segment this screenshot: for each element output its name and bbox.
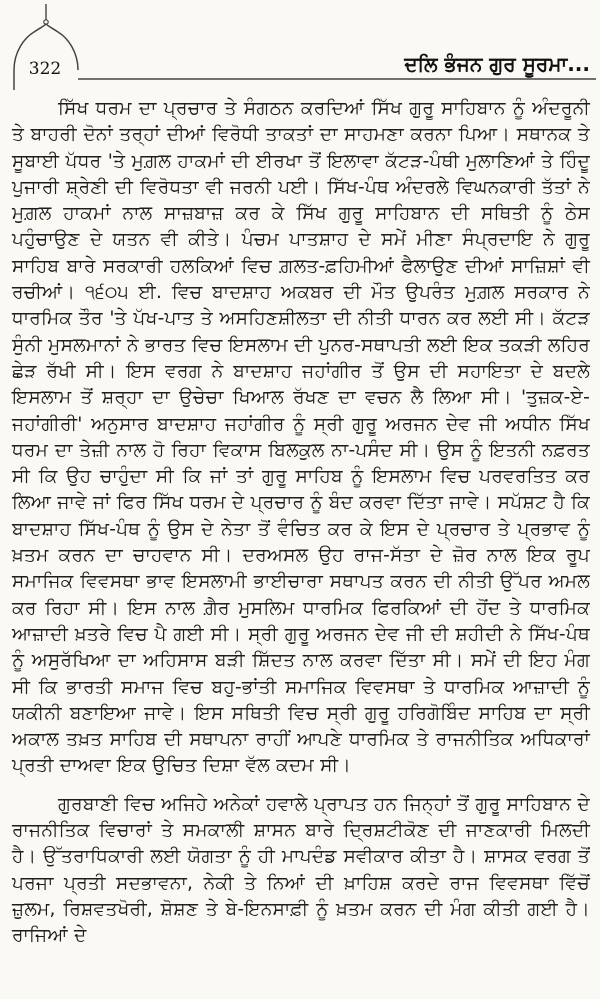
running-title: ਦਲਿ ਭੰਜਨ ਗੁਰ ਸੂਰਮਾ... <box>404 52 590 76</box>
paragraph-2: ਗੁਰਬਾਣੀ ਵਿਚ ਅਜਿਹੇ ਅਨੇਕਾਂ ਹਵਾਲੇ ਪ੍ਰਾਪਤ ਹਨ ਜਿਨ੍ਹਾਂ ਤੋਂ ਗੁਰੂ ਸਾਹਿਬਾਨ ਦੇ ਰਾਜਨੀਤਿਕ ਵਿਚਾਰਾਂ ਤੇ ਸਮਕਾਲੀ ਸ਼ਾਸਨ ਬਾਰੇ ਦ੍ਰਿਸ਼ਟੀਕੋਣ ਦੀ ਜਾਣਕਾਰੀ ਮਿਲਦੀ ਹੈ। ਉੱਤਰਾਧਿਕਾਰੀ ਲਈ ਯੋਗਤਾ ਨੂੰ ਹੀ ਮਾਪਦੰਡ ਸਵੀਕਾਰ ਕੀਤਾ ਹੈ। ਸ਼ਾਸਕ ਵਰਗ ਤੋਂ ਪਰਜਾ ਪ੍ਰਤੀ ਸਦਭਾਵਨਾ, ਨੇਕੀ ਤੇ ਨਿਆਂ ਦੀ ਖ਼ਾਹਿਸ਼ ਕਰਦੇ ਰਾਜ ਵਿਵਸਥਾ ਵਿੱਚੋਂ ਜ਼ੁਲਮ, ਰਿਸ਼ਵਤਖੋਰੀ, ਸ਼ੋਸ਼ਣ ਤੇ ਬੇ-ਇਨਸਾਫ਼ੀ ਨੂੰ ਖ਼ਤਮ ਕਰਨ ਦੀ ਮੰਗ ਕੀਤੀ ਗਈ ਹੈ। ਰਾਜਿਆਂ ਦੇ <box>12 793 590 947</box>
paragraph-1: ਸਿੱਖ ਧਰਮ ਦਾ ਪ੍ਰਚਾਰ ਤੇ ਸੰਗਠਨ ਕਰਦਿਆਂ ਸਿੱਖ ਗੁਰੂ ਸਾਹਿਬਾਨ ਨੂੰ ਅੰਦਰੂਨੀ ਤੇ ਬਾਹਰੀ ਦੋਨਾਂ ਤਰ੍ਹਾਂ ਦੀਆਂ ਵਿਰੋਧੀ ਤਾਕਤਾਂ ਦਾ ਸਾਹਮਣਾ ਕਰਨਾ ਪਿਆ। ਸਥਾਨਕ ਤੇ ਸੂਬਾਈ ਪੱਧਰ 'ਤੇ ਮੁਗ਼ਲ ਹਾਕਮਾਂ ਦੀ ਈਰਖਾ ਤੋਂ ਇਲਾਵਾ ਕੱਟੜ-ਪੰਥੀ ਮੁਲਾਣਿਆਂ ਤੇ ਹਿੰਦੂ ਪੁਜਾਰੀ ਸ਼੍ਰੇਣੀ ਦੀ ਵਿਰੋਧਤਾ ਵੀ ਜਰਨੀ ਪਈ। ਸਿੱਖ-ਪੰਥ ਅੰਦਰਲੇ ਵਿਘਨਕਾਰੀ ਤੱਤਾਂ ਨੇ ਮੁਗ਼ਲ ਹਾਕਮਾਂ ਨਾਲ ਸਾਜ਼ਬਾਜ਼ ਕਰ ਕੇ ਸਿੱਖ ਗੁਰੂ ਸਾਹਿਬਾਨ ਦੀ ਸਥਿਤੀ ਨੂੰ ਠੇਸ ਪਹੁੰਚਾਉਣ ਦੇ ਯਤਨ ਵੀ ਕੀਤੇ। ਪੰਚਮ ਪਾਤਸ਼ਾਹ ਦੇ ਸਮੇਂ ਮੀਣਾ ਸੰਪ੍ਰਦਾਇ ਨੇ ਗੁਰੂ ਸਾਹਿਬ ਬਾਰੇ ਸਰਕਾਰੀ ਹਲਕਿਆਂ ਵਿਚ ਗ਼ਲਤ-ਫ਼ਹਿਮੀਆਂ ਫੈਲਾਉਣ ਦੀਆਂ ਸਾਜ਼ਿਸ਼ਾਂ ਵੀ ਰਚੀਆਂ। ੧੬੦੫ ਈ. ਵਿਚ ਬਾਦਸ਼ਾਹ ਅਕਬਰ ਦੀ ਮੌਤ ਉਪਰੰਤ ਮੁਗ਼ਲ ਸਰਕਾਰ ਨੇ ਧਾਰਮਿਕ ਤੌਰ 'ਤੇ ਪੱਖ-ਪਾਤ ਤੇ ਅਸਹਿਣਸ਼ੀਲਤਾ ਦੀ ਨੀਤੀ ਧਾਰਨ ਕਰ ਲਈ ਸੀ। ਕੱਟੜ ਸੁੰਨੀ ਮੁਸਲਮਾਨਾਂ ਨੇ ਭਾਰਤ ਵਿਚ ਇਸਲਾਮ ਦੀ ਪੁਨਰ-ਸਥਾਪਤੀ ਲਈ ਇਕ ਤਕੜੀ ਲਹਿਰ ਛੇੜ ਰੱਖੀ ਸੀ। ਇਸ ਵਰਗ ਨੇ ਬਾਦਸ਼ਾਹ ਜਹਾਂਗੀਰ ਤੋਂ ਉਸ ਦੀ ਸਹਾਇਤਾ ਦੇ ਬਦਲੇ ਇਸਲਾਮ ਤੋਂ ਸ਼ਰ੍ਹਾ ਦਾ ਉਚੇਚਾ ਖਿਆਲ ਰੱਖਣ ਦਾ ਵਚਨ ਲੈ ਲਿਆ ਸੀ। 'ਤੁਜ਼ਕ-ਏ-ਜਹਾਂਗੀਰੀ' ਅਨੁਸਾਰ ਬਾਦਸ਼ਾਹ ਜਹਾਂਗੀਰ ਨੂੰ ਸ੍ਰੀ ਗੁਰੂ ਅਰਜਨ ਦੇਵ ਜੀ ਅਧੀਨ ਸਿੱਖ ਧਰਮ ਦਾ ਤੇਜ਼ੀ ਨਾਲ ਹੋ ਰਿਹਾ ਵਿਕਾਸ ਬਿਲਕੁਲ ਨਾ-ਪਸੰਦ ਸੀ। ਉਸ ਨੂੰ ਇਤਨੀ ਨਫ਼ਰਤ ਸੀ ਕਿ ਉਹ ਚਾਹੁੰਦਾ ਸੀ ਕਿ ਜਾਂ ਤਾਂ ਗੁਰੂ ਸਾਹਿਬ ਨੂੰ ਇਸਲਾਮ ਵਿਚ ਪਰਵਰਤਿਤ ਕਰ ਲਿਆ ਜਾਵੇ ਜਾਂ ਫਿਰ ਸਿੱਖ ਧਰਮ ਦੇ ਪ੍ਰਚਾਰ ਨੂੰ ਬੰਦ ਕਰਵਾ ਦਿੱਤਾ ਜਾਵੇ। ਸਪੱਸ਼ਟ ਹੈ ਕਿ ਬਾਦਸ਼ਾਹ ਸਿੱਖ-ਪੰਥ ਨੂੰ ਉਸ ਦੇ ਨੇਤਾ ਤੋਂ ਵੰਚਿਤ ਕਰ ਕੇ ਇਸ ਦੇ ਪ੍ਰਚਾਰ ਤੇ ਪ੍ਰਭਾਵ ਨੂੰ ਖ਼ਤਮ ਕਰਨ ਦਾ ਚਾਹਵਾਨ ਸੀ। ਦਰਅਸਲ ਉਹ ਰਾਜ-ਸੱਤਾ ਦੇ ਜ਼ੋਰ ਨਾਲ ਇਕ ਰੂਪ ਸਮਾਜਿਕ ਵਿਵਸਥਾ ਭਾਵ ਇਸਲਾਮੀ ਭਾਈਚਾਰਾ ਸਥਾਪਤ ਕਰਨ ਦੀ ਨੀਤੀ ਉੱਪਰ ਅਮਲ ਕਰ ਰਿਹਾ ਸੀ। ਇਸ ਨਾਲ ਗ਼ੈਰ ਮੁਸਲਿਮ ਧਾਰਮਿਕ ਫਿਰਕਿਆਂ ਦੀ ਹੋਂਦ ਤੇ ਧਾਰਮਿਕ ਆਜ਼ਾਦੀ ਖ਼ਤਰੇ ਵਿਚ ਪੈ ਗਈ ਸੀ। ਸ੍ਰੀ ਗੁਰੂ ਅਰਜਨ ਦੇਵ ਜੀ ਦੀ ਸ਼ਹੀਦੀ ਨੇ ਸਿੱਖ-ਪੰਥ ਨੂੰ ਅਸੁਰੱਖਿਆ ਦਾ ਅਹਿਸਾਸ ਬੜੀ ਸ਼ਿੱਦਤ ਨਾਲ ਕਰਵਾ ਦਿੱਤਾ ਸੀ। ਸਮੇਂ ਦੀ ਇਹ ਮੰਗ ਸੀ ਕਿ ਭਾਰਤੀ ਸਮਾਜ ਵਿਚ ਬਹੁ-ਭਾਂਤੀ ਸਮਾਜਿਕ ਵਿਵਸਥਾ ਤੇ ਧਾਰਮਿਕ ਆਜ਼ਾਦੀ ਨੂੰ ਯਕੀਨੀ ਬਣਾਇਆ ਜਾਵੇ। ਇਸ ਸਥਿਤੀ ਵਿਚ ਸ੍ਰੀ ਗੁਰੂ ਹਰਿਗੋਬਿੰਦ ਸਾਹਿਬ ਦਾ ਸ੍ਰੀ ਅਕਾਲ ਤਖ਼ਤ ਸਾਹਿਬ ਦੀ ਸਥਾਪਨਾ ਰਾਹੀਂ ਆਪਣੇ ਧਾਰਮਿਕ ਤੇ ਰਾਜਨੀਤਿਕ ਅਧਿਕਾਰਾਂ ਪ੍ਰਤੀ ਦਾਅਵਾ ਇਕ ਉਚਿਤ ਦਿਸ਼ਾ ਵੱਲ ਕਦਮ ਸੀ। <box>12 98 590 777</box>
dome-ornament-icon <box>0 0 600 90</box>
body-text <box>12 96 590 950</box>
page-number: 322 <box>28 59 62 79</box>
page-header <box>0 0 600 90</box>
